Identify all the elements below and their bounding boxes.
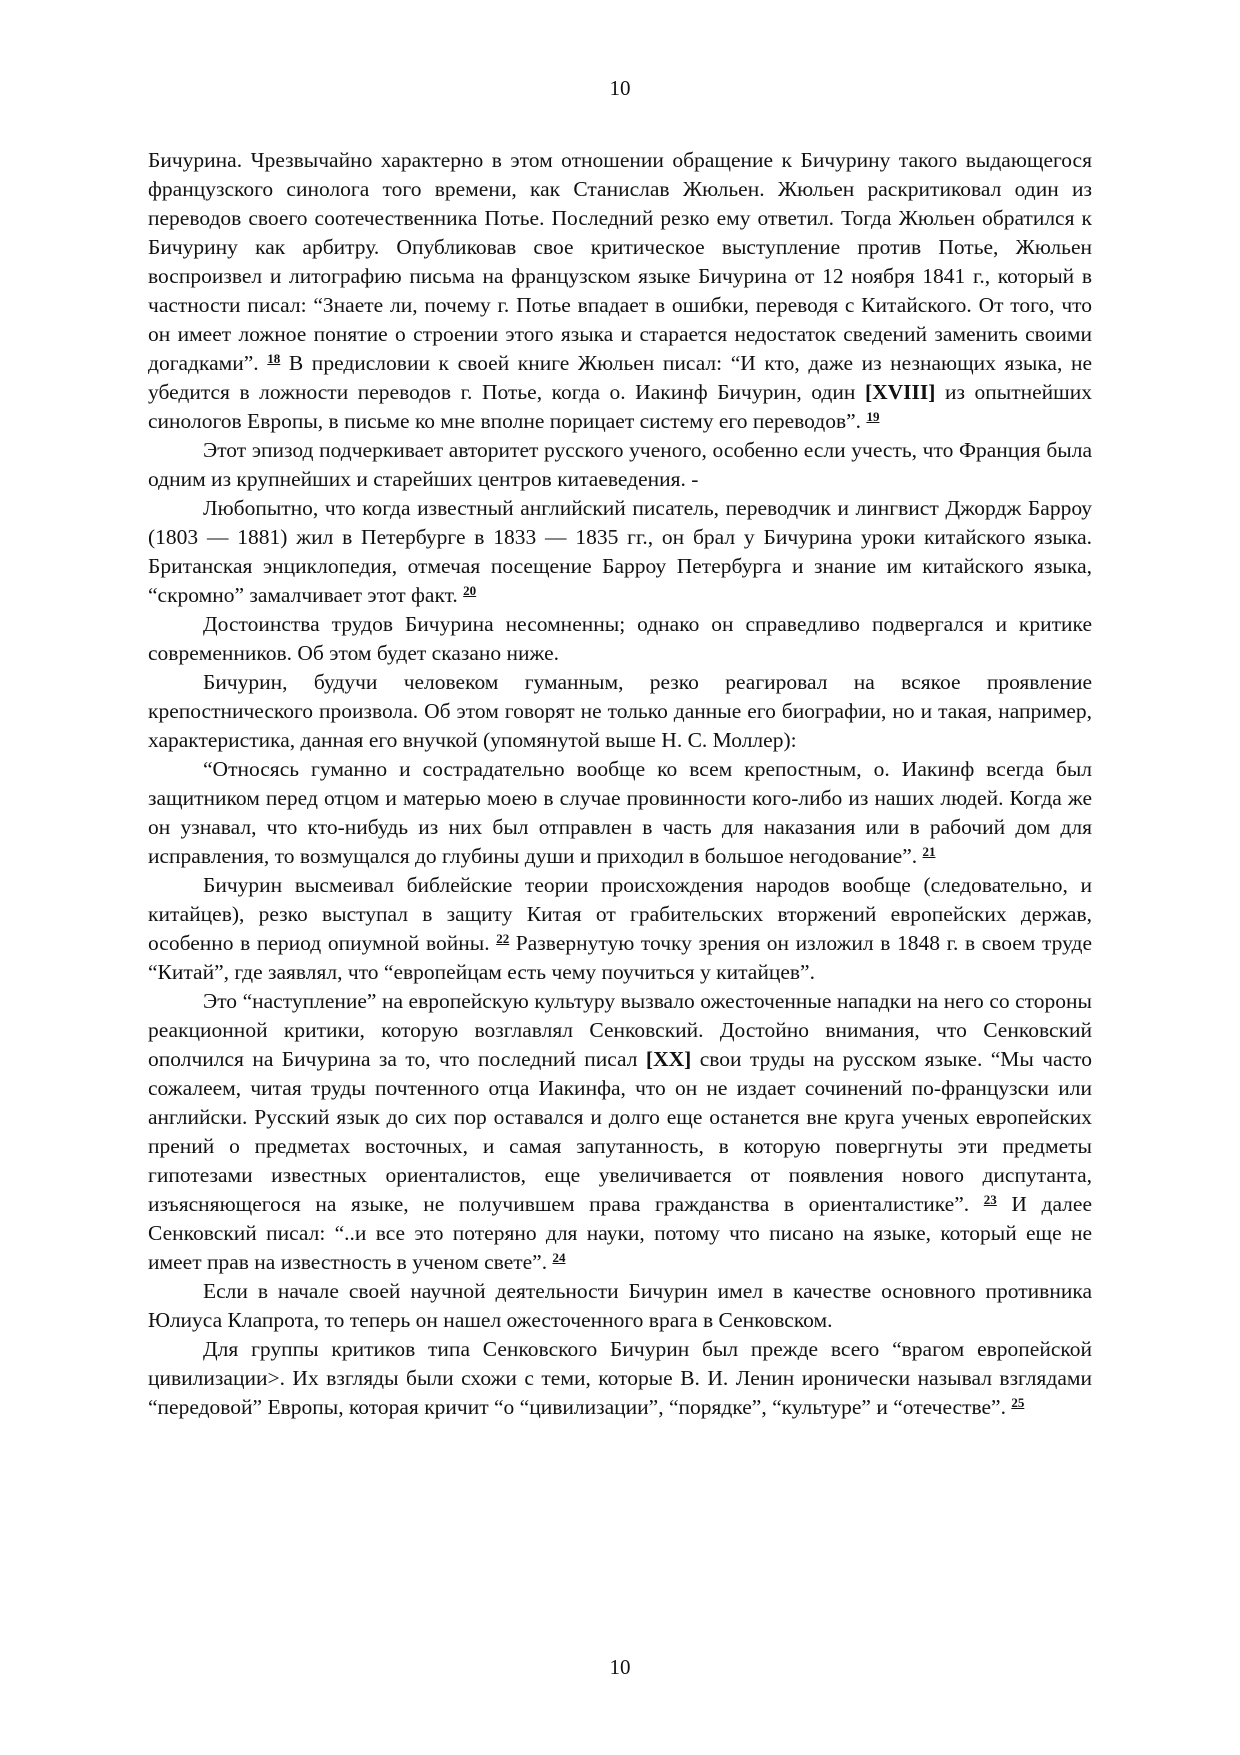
paragraph: [148, 146, 1092, 436]
paragraph-text: Этот эпизод подчеркивает авторитет русского ученого, особенно если учесть, что Франция была одним из крупнейших и старейших центров китаеведения. -: [148, 438, 1092, 491]
paragraph-text: Для группы критиков типа Сенковского Бичурин был прежде всего “врагом европейской цивилизации>. Их взгляды были схожи с теми, которые В. И. Ленин иронически называл взглядами “передовой” Европы, которая кричит “о “цивилизации”, “порядке”, “культуре” и “отечестве”.: [148, 1337, 1092, 1419]
paragraph: [148, 494, 1092, 610]
paragraph: [148, 436, 1092, 494]
paragraph: [148, 1335, 1092, 1422]
paragraph-text: Бичурин высмеивал библейские теории происхождения народов вообще (следовательно, и китайцев), резко выступал в защиту Китая от грабительских вторжений европейских держав, особенно в период опиумной войны.: [148, 873, 1092, 955]
footnote-link[interactable]: 24: [552, 1250, 566, 1265]
document-body: [148, 146, 1092, 1422]
page-ref-marker: [XVIII]: [864, 380, 936, 404]
paragraph-text: И далее Сенковский писал: “..и все это потеряно для науки, потому что писано на языке, который еще не имеет прав на известность в ученом свете”.: [148, 1192, 1092, 1274]
paragraph: [148, 610, 1092, 668]
footnote-link[interactable]: 18: [267, 351, 281, 366]
footnote-link[interactable]: 23: [983, 1192, 997, 1207]
footnote-link[interactable]: 19: [866, 409, 880, 424]
paragraph-text: В предисловии к своей книге Жюльен писал: “И кто, даже из незнающих языка, не убедится в ложности переводов г. Потье, когда о. Иакинф Бичурин, один: [148, 351, 1092, 404]
paragraph-text: “Относясь гуманно и сострадательно вообще ко всем крепостным, о. Иакинф всегда был защитником перед отцом и матерью моею в случае провинности кого-либо из наших людей. Когда же он узнавал, что кто-нибудь из них был отправлен в часть для наказания или в рабочий дом для исправления, то возмущался до глубины души и приходил в большое негодование”.: [148, 757, 1092, 868]
paragraph-text: Бичурин, будучи человеком гуманным, резко реагировал на всякое проявление крепостнического произвола. Об этом говорят не только данные его биографии, но и такая, например, характеристика, данная его внучкой (упомянутой выше Н. С. Моллер):: [148, 670, 1092, 752]
paragraph-text: Развернутую точку зрения он изложил в 1848 г. в своем труде “Китай”, где заявлял, что “европейцам есть чему поучиться у китайцев”.: [148, 931, 1092, 984]
page-number-bottom: 10: [609, 1655, 631, 1679]
footnote-link[interactable]: 25: [1011, 1395, 1025, 1410]
paragraph: [148, 668, 1092, 755]
paragraph: [148, 1277, 1092, 1335]
paragraph-text: Любопытно, что когда известный английский писатель, переводчик и лингвист Джордж Барроу (1803 — 1881) жил в Петербурге в 1833 — 1835 гг., он брал у Бичурина уроки китайского языка. Британская энциклопедия, отмечая посещение Барроу Петербурга и знание им китайского языка, “скромно” замалчивает этот факт.: [148, 496, 1092, 607]
paragraph-text: Достоинства трудов Бичурина несомненны; однако он справедливо подвергался и критике современников. Об этом будет сказано ниже.: [148, 612, 1092, 665]
footnote-link[interactable]: 21: [922, 844, 936, 859]
paragraph-text: Это “наступление” на европейскую культуру вызвало ожесточенные нападки на него со стороны реакционной критики, которую возглавлял Сенковский. Достойно внимания, что Сенковский ополчился на Бичурина за то, что последний писал: [148, 989, 1092, 1071]
paragraph: [148, 987, 1092, 1277]
footnote-link[interactable]: 22: [496, 931, 510, 946]
paragraph-text: свои труды на русском языке. “Мы часто сожалеем, читая труды почтенного отца Иакинфа, что он не издает сочинений по-французски или английски. Русский язык до сих пор оставался и долго еще останется вне круга ученых европейских прений о предметах восточных, и самая запутанность, в которую повергнуты эти предметы гипотезами известных ориенталистов, еще увеличивается от появления нового диспутанта, изъясняющегося на языке, не получившем права гражданства в ориенталистике”.: [148, 1047, 1092, 1216]
page-ref-marker: [XX]: [645, 1047, 692, 1071]
paragraph: [148, 755, 1092, 871]
page-number-top: 10: [609, 76, 631, 100]
paragraph: [148, 871, 1092, 987]
paragraph-text: из опытнейших синологов Европы, в письме ко мне вполне порицает систему его переводов”.: [148, 380, 1092, 433]
paragraph-text: Если в начале своей научной деятельности Бичурин имел в качестве основного противника Юлиуса Клапрота, то теперь он нашел ожесточенного врага в Сенковском.: [148, 1279, 1092, 1332]
paragraph-text: Бичурина. Чрезвычайно характерно в этом отношении обращение к Бичурину такого выдающегося французского синолога того времени, как Станислав Жюльен. Жюльен раскритиковал один из переводов своего соотечественника Потье. Последний резко ему ответил. Тогда Жюльен обратился к Бичурину как арбитру. Опубликовав свое критическое выступление против Потье, Жюльен воспроизвел и литографию письма на французском языке Бичурина от 12 ноября 1841 г., который в частности писал: “Знаете ли, почему г. Потье впадает в ошибки, переводя с Китайского. От того, что он имеет ложное понятие о строении этого языка и старается недостаток сведений заменить своими догадками”.: [148, 148, 1092, 375]
footnote-link[interactable]: 20: [463, 583, 477, 598]
